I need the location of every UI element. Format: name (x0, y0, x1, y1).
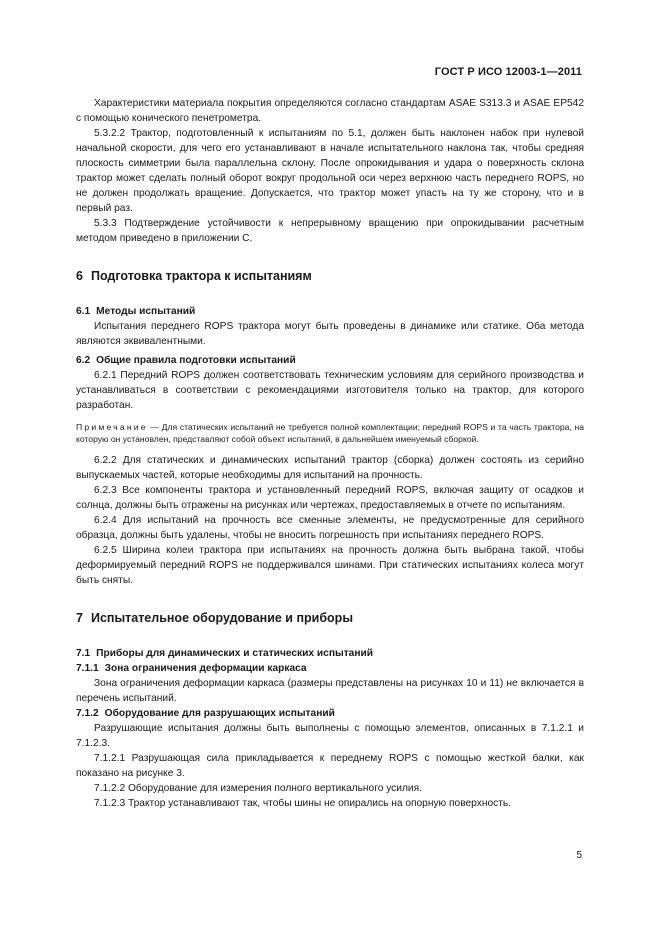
paragraph-6-2-1: 6.2.1 Передний ROPS должен соответствовать техническим условиям для серийного производства и устанавливаться в соответствии с рекомендациями изготовителя только на трактор, для которого разработан. (76, 370, 584, 411)
paragraph-7-1-1: Зона ограничения деформации каркаса (размеры представлены на рисунках 10 и 11) не включается в перечень испытаний. (76, 678, 584, 704)
section-7-1-title: Приборы для динамических и статических испытаний (96, 648, 374, 659)
section-7-1-2-title: Оборудование для разрушающих испытаний (104, 708, 335, 719)
paragraph-6-2-2: 6.2.2 Для статических и динамических испытаний трактор (сборка) должен состоять из серийно выпускаемых частей, которые необходимы для испытаний на прочность. (76, 455, 584, 481)
paragraph-6-2-3: 6.2.3 Все компоненты трактора и установленный передний ROPS, включая защиту от осадков и солнца, должны быть отражены на рисунках или чертежах, предоставляемых в отчете по испытаниям. (76, 485, 584, 511)
note-label: Примечание (76, 422, 148, 432)
paragraph-6-2-4: 6.2.4 Для испытаний на прочность все сменные элементы, не предусмотренные для серийного образца, должны быть удалены, чтобы не вносить погрешность при испытаниях переднего ROPS. (76, 515, 584, 541)
section-7-1-heading (76, 646, 584, 661)
section-6-title: Подготовка трактора к испытаниям (90, 269, 312, 283)
section-6-heading (76, 268, 584, 284)
paragraph-5-3-3: 5.3.3 Подтверждение устойчивости к непрерывному вращению при опрокидывании расчетным методом приведено в приложении С. (76, 218, 584, 244)
paragraph-5-3-2-2: 5.3.2.2 Трактор, подготовленный к испытаниям по 5.1, должен быть наклонен набок при нулевой начальной скорости, для чего его устанавливают в начале испытательного наклона так, чтобы средняя плоскость симметрии была параллельна склону. После опрокидывания и удара о поверхность склона трактор может сделать полный оборот вокруг продольной оси через верхнюю часть переднего ROPS, но не должен продолжать вращение. Допускается, что трактор может упасть на ту же сторону, что и в первый раз. (76, 128, 584, 214)
section-6-1-heading (76, 304, 584, 319)
section-7-1-2-number: 7.1.2 (76, 708, 99, 719)
section-7-1-number: 7.1 (76, 648, 91, 659)
paragraph-7-1-2: Разрушающие испытания должны быть выполнены с помощью элементов, описанных в 7.1.2.1 и 7.1.2.3. (76, 723, 584, 749)
section-6-1-number: 6.1 (76, 306, 91, 317)
section-6-number: 6 (76, 269, 83, 283)
paragraph-7-1-2-3: 7.1.2.3 Трактор устанавливают так, чтобы шины не опирались на опорную поверхность. (94, 798, 512, 809)
paragraph-7-1-2-2: 7.1.2.2 Оборудование для измерения полного вертикального усилия. (94, 783, 422, 794)
paragraph-7-1-2-1: 7.1.2.1 Разрушающая сила прикладывается к переднему ROPS с помощью жесткой балки, как показано на рисунке 3. (76, 753, 584, 779)
page-number: 5 (576, 850, 582, 861)
document-body (76, 96, 584, 811)
paragraph-material-characteristics: Характеристики материала покрытия определяются согласно стандартам ASAE S313.3 и ASAE EP542 с помощью конического пенетрометра. (76, 98, 584, 124)
section-6-2-heading (76, 353, 584, 368)
section-7-heading (76, 610, 584, 626)
section-7-1-1-heading (76, 661, 584, 676)
section-7-title: Испытательное оборудование и приборы (90, 611, 353, 625)
section-7-1-1-number: 7.1.1 (76, 663, 99, 674)
section-6-2-number: 6.2 (76, 355, 91, 366)
section-7-number: 7 (76, 611, 83, 625)
section-7-1-2-heading (76, 706, 584, 721)
section-7-1-1-title: Зона ограничения деформации каркаса (104, 663, 307, 674)
note-text: — Для статических испытаний не требуется полной комплектации; передний ROPS и та часть трактора, на которую он установлен, представляют собой объект испытаний, в дальнейшем именуемый сборкой. (76, 422, 584, 444)
section-6-2-title: Общие правила подготовки испытаний (96, 355, 296, 366)
standard-code-header: ГОСТ Р ИСО 12003-1—2011 (434, 66, 582, 78)
note-block (76, 421, 584, 445)
paragraph-6-1: Испытания переднего ROPS трактора могут быть проведены в динамике или статике. Оба метода являются эквивалентными. (76, 321, 584, 347)
paragraph-6-2-5: 6.2.5 Ширина колеи трактора при испытаниях на прочность должна быть выбрана такой, чтобы деформируемый передний ROPS не поддерживался шинами. При статических испытаниях колеса могут быть сняты. (76, 545, 584, 586)
section-6-1-title: Методы испытаний (96, 306, 196, 317)
